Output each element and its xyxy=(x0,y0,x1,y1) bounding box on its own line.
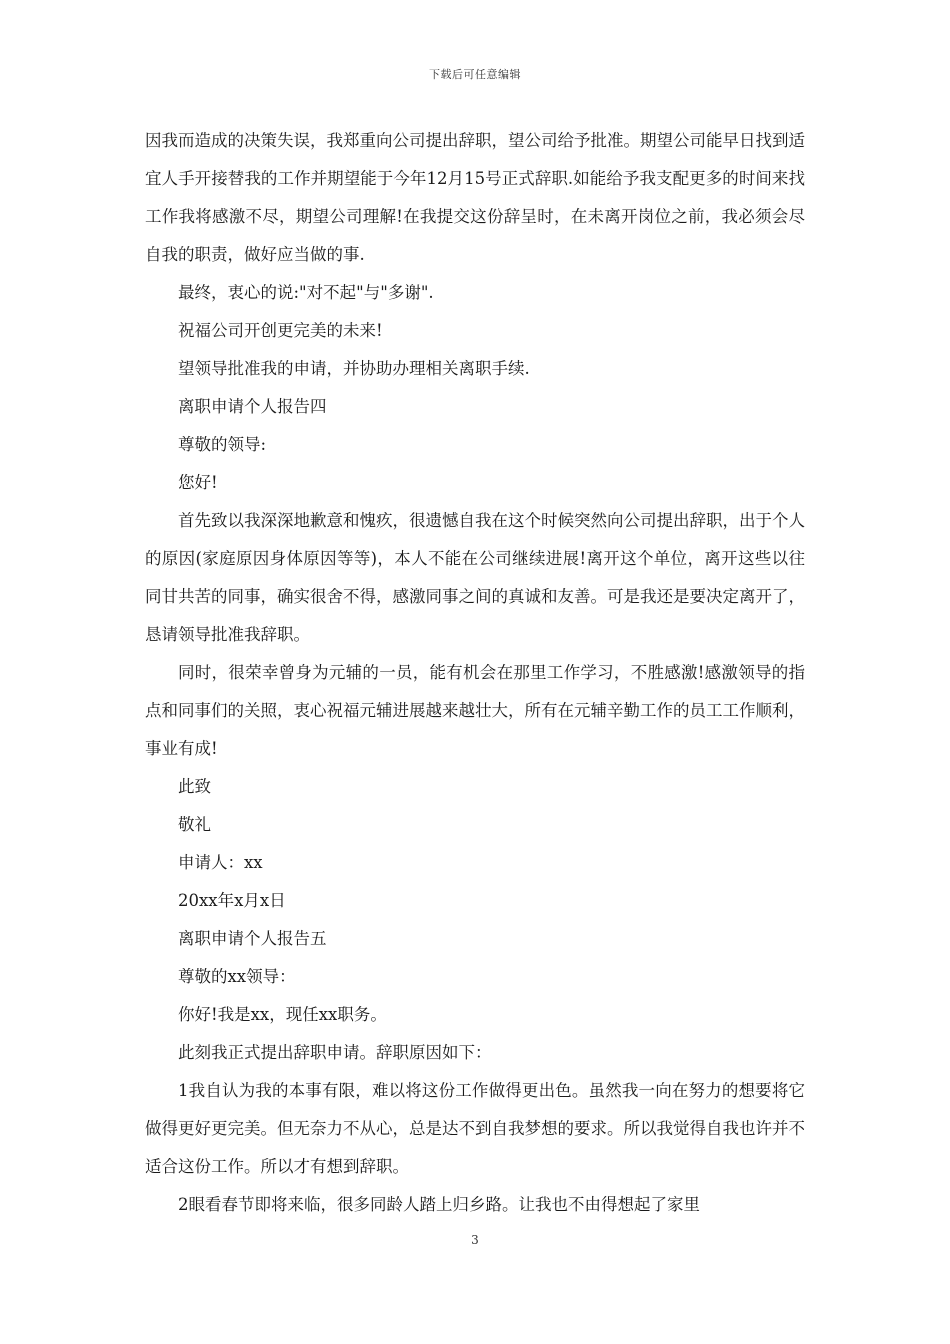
greeting: 你好!我是xx，现任xx职务。 xyxy=(178,1005,387,1024)
page-number: 3 xyxy=(471,1233,479,1247)
date-line: 20xx年x月x日 xyxy=(178,891,286,910)
paragraph: 此刻我正式提出辞职申请。辞职原因如下： xyxy=(178,1043,492,1062)
section-heading: 离职申请个人报告五 xyxy=(178,929,327,948)
section-heading: 离职申请个人报告四 xyxy=(178,397,327,416)
paragraph: 最终，衷心的说:"对不起"与"多谢". xyxy=(178,283,434,302)
paragraph: 1我自认为我的本事有限，难以将这份工作做得更出色。虽然我一向在努力的想要将它做得更好更完美。但无奈力不从心，总是达不到自我梦想的要求。所以我觉得自我也许并不适合这份工作。所以才有想到辞职。 xyxy=(145,1081,805,1176)
paragraph: 因我而造成的决策失误，我郑重向公司提出辞职，望公司给予批准。期望公司能早日找到适宜人手开接替我的工作并期望能于今年12月15号正式辞职.如能给予我支配更多的时间来找工作我将感激不尽，期望公司理解!在我提交这份辞呈时，在未离开岗位之前，我必须会尽自我的职责，做好应当做的事. xyxy=(145,131,805,264)
page-header: 下载后可任意编辑 xyxy=(429,68,521,81)
paragraph: 望领导批准我的申请，并协助办理相关离职手续. xyxy=(178,359,530,378)
paragraph: 祝福公司开创更完美的未来! xyxy=(178,321,383,340)
paragraph: 首先致以我深深地歉意和愧疚，很遗憾自我在这个时候突然向公司提出辞职，出于个人的原因(家庭原因身体原因等等)，本人不能在公司继续进展!离开这个单位，离开这些以往同甘共苦的同事，确实很舍不得，感激同事之间的真诚和友善。可是我还是要决定离开了，恳请领导批准我辞职。 xyxy=(145,511,805,644)
paragraph: 同时，很荣幸曾身为元辅的一员，能有机会在那里工作学习，不胜感激!感激领导的指点和同事们的关照，衷心祝福元辅进展越来越壮大，所有在元辅辛勤工作的员工工作顺利，事业有成! xyxy=(145,663,805,758)
greeting: 您好! xyxy=(178,473,218,492)
salutation: 尊敬的领导: xyxy=(178,435,267,454)
closing-line: 此致 xyxy=(178,777,211,796)
salutation: 尊敬的xx领导： xyxy=(178,967,296,986)
signature-line: 申请人：xx xyxy=(178,853,263,872)
document-body xyxy=(145,122,805,1224)
closing-line: 敬礼 xyxy=(178,815,211,834)
paragraph: 2眼看春节即将来临，很多同龄人踏上归乡路。让我也不由得想起了家里 xyxy=(178,1195,700,1214)
